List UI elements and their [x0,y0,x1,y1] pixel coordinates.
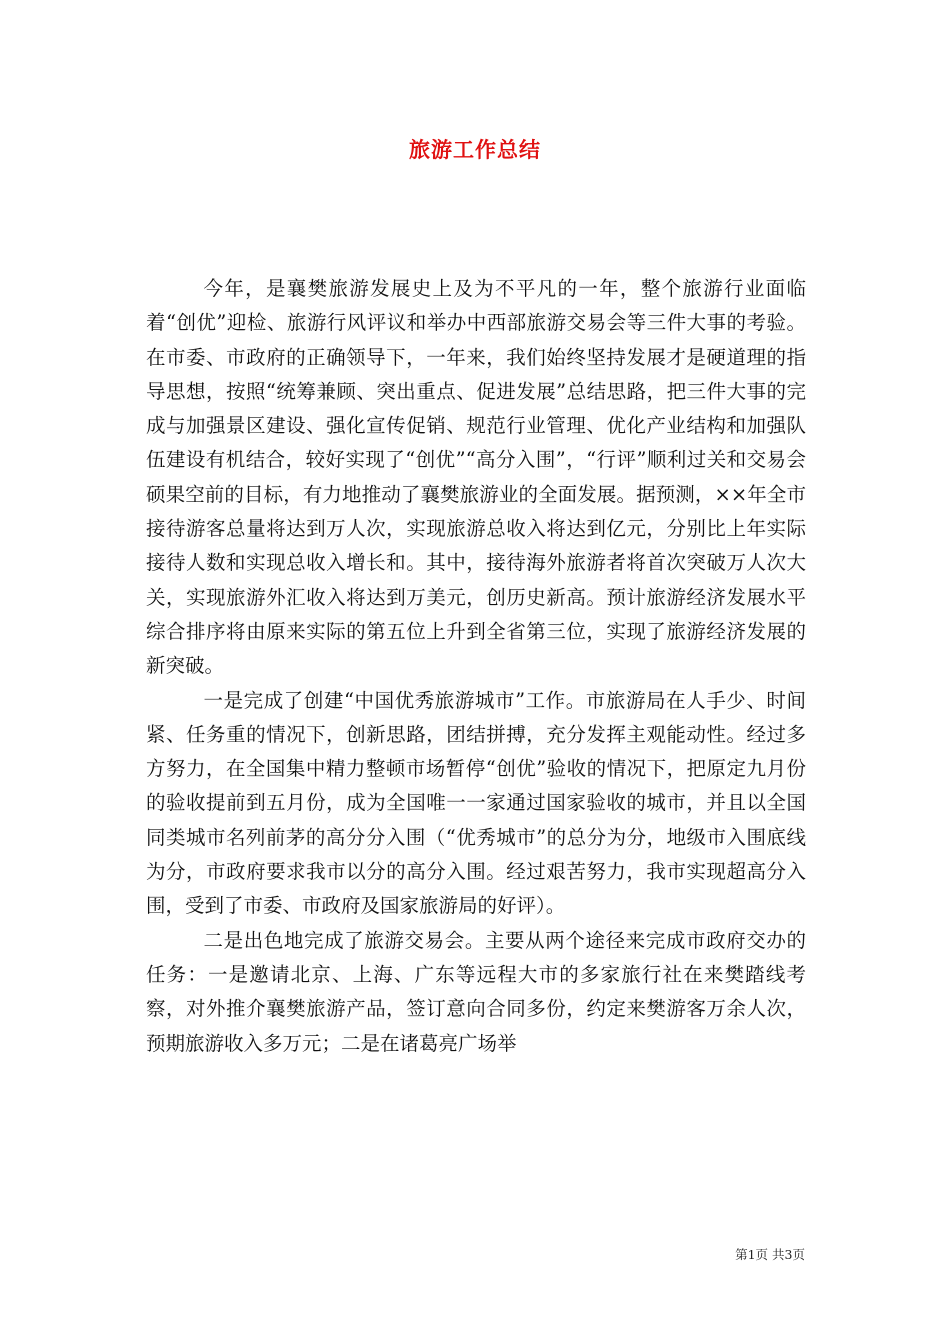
paragraph-second-item: 二是出色地完成了旅游交易会。主要从两个途径来完成市政府交办的任务：一是邀请北京、上海、广东等远程大市的多家旅行社在来樊踏线考察，对外推介襄樊旅游产品，签订意向合同多份，约定来樊游客万余人次，预期旅游收入多万元；二是在诸葛亮广场举 [146,928,806,1055]
paragraph-first-item: 一是完成了创建“中国优秀旅游城市”工作。市旅游局在人手少、时间紧、任务重的情况下，创新思路，团结拼搏，充分发挥主观能动性。经过多方努力，在全国集中精力整顿市场暂停“创优”验收的情况下，把原定九月份的验收提前到五月份，成为全国唯一一家通过国家验收的城市，并且以全国同类城市名列前茅的高分分入围（“优秀城市”的总分为分，地级市入围底线为分，市政府要求我市以分的高分入围。经过艰苦努力，我市实现超高分入围，受到了市委、市政府及国家旅游局的好评）。 [146,688,806,918]
document-title: 旅游工作总结 [409,137,541,162]
document-body [146,272,806,1061]
paragraph-intro: 今年，是襄樊旅游发展史上及为不平凡的一年，整个旅游行业面临着“创优”迎检、旅游行风评议和举办中西部旅游交易会等三件大事的考验。在市委、市政府的正确领导下，一年来，我们始终坚持发展才是硬道理的指导思想，按照“统筹兼顾、突出重点、促进发展”总结思路，把三件大事的完成与加强景区建设、强化宣传促销、规范行业管理、优化产业结构和加强队伍建设有机结合，较好实现了“创优”“高分入围”，“行评”顺利过关和交易会硕果空前的目标，有力地推动了襄樊旅游业的全面发展。据预测，××年全市接待游客总量将达到万人次，实现旅游总收入将达到亿元，分别比上年实际接待人数和实现总收入增长和。其中，接待海外旅游者将首次突破万人次大关，实现旅游外汇收入将达到万美元，创历史新高。预计旅游经济发展水平综合排序将由原来实际的第五位上升到全省第三位，实现了旅游经济发展的新突破。 [146,277,806,678]
page-number-footer: 第1页 共3页 [735,1247,805,1262]
